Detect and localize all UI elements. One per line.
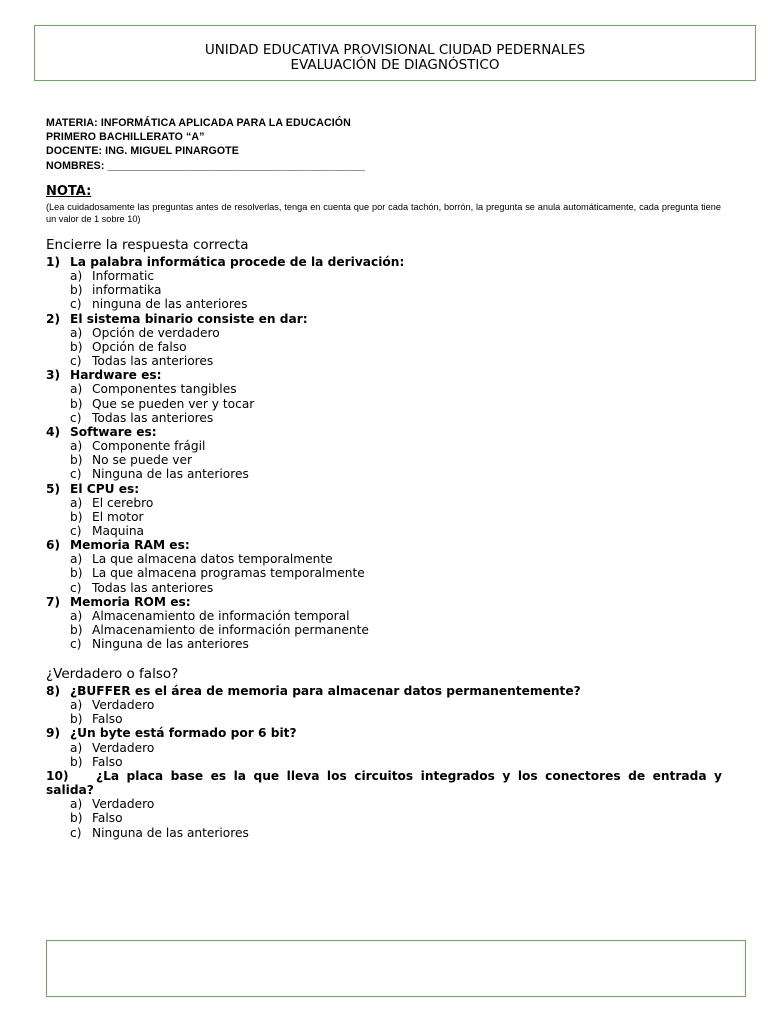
option-letter: a) [70, 495, 83, 510]
answer-option [46, 297, 722, 311]
question-text: ¿BUFFER es el área de memoria para almacenar datos permanentemente? [70, 684, 581, 698]
option-letter: c) [70, 410, 82, 425]
option-text: El motor [92, 509, 144, 524]
option-letter: b) [70, 396, 83, 411]
option-letter: a) [70, 552, 83, 567]
nota-title: NOTA: [46, 184, 92, 199]
answer-option [46, 826, 722, 840]
option-text: Todas las anteriores [92, 354, 214, 369]
question-number: 10) [46, 768, 69, 783]
answer-option [46, 552, 722, 566]
question [46, 482, 722, 496]
option-text: Falso [92, 811, 123, 826]
question [46, 255, 722, 269]
option-text: Opción de verdadero [92, 325, 220, 340]
option-text: informatika [92, 283, 162, 298]
option-text: El cerebro [92, 495, 154, 510]
question [46, 726, 722, 740]
nombres-line: NOMBRES: ___________________________________________ [46, 159, 366, 172]
answer-option [46, 637, 722, 651]
option-letter: a) [70, 797, 83, 812]
question-number: 1) [46, 255, 61, 269]
option-text: Ninguna de las anteriores [92, 825, 249, 840]
answer-option [46, 283, 722, 297]
question-number: 5) [46, 481, 61, 496]
info-block [46, 116, 726, 173]
answer-option [46, 411, 722, 425]
question-text: El sistema binario consiste en dar: [70, 311, 308, 326]
option-letter: b) [70, 339, 83, 354]
option-letter: c) [70, 637, 82, 652]
section2-title: ¿Verdadero o falso? [46, 666, 179, 682]
question-text: El CPU es: [70, 481, 140, 496]
question [46, 595, 722, 609]
section1-title: Encierre la respuesta correcta [46, 237, 249, 253]
option-letter: a) [70, 269, 83, 284]
option-text: Ninguna de las anteriores [92, 637, 249, 652]
option-text: Maquina [92, 523, 145, 538]
option-text: No se puede ver [92, 453, 192, 468]
option-letter: b) [70, 754, 83, 769]
answer-option [46, 397, 722, 411]
option-text: ninguna de las anteriores [92, 297, 248, 312]
answer-option [46, 524, 722, 538]
evaluation-title: EVALUACIÓN DE DIAGNÓSTICO [290, 57, 500, 73]
section2-questions [46, 684, 722, 840]
option-text: La que almacena programas temporalmente [92, 566, 365, 581]
answer-option [46, 496, 722, 510]
question [46, 368, 722, 382]
answer-option [46, 712, 722, 726]
answer-option [46, 741, 722, 755]
option-text: Todas las anteriores [92, 580, 214, 595]
question-text: Memoria ROM es: [70, 594, 191, 609]
option-letter: a) [70, 698, 83, 713]
question-text: Software es: [70, 424, 157, 439]
option-letter: b) [70, 623, 83, 638]
option-letter: c) [70, 825, 82, 840]
option-text: Verdadero [92, 740, 155, 755]
docente-line: DOCENTE: ING. MIGUEL PINARGOTE [46, 145, 239, 158]
option-letter: a) [70, 608, 83, 623]
option-letter: b) [70, 509, 83, 524]
question [46, 425, 722, 439]
question-number: 7) [46, 594, 61, 609]
option-text: La que almacena datos temporalmente [92, 552, 333, 567]
option-text: Informatic [92, 269, 155, 284]
question-text: Memoria RAM es: [70, 538, 190, 553]
question [46, 538, 722, 552]
option-text: Ninguna de las anteriores [92, 467, 249, 482]
option-letter: c) [70, 297, 82, 312]
answer-option [46, 581, 722, 595]
option-text: Almacenamiento de información temporal [92, 608, 350, 623]
answer-option [46, 453, 722, 467]
question-number: 2) [46, 311, 61, 326]
answer-option [46, 510, 722, 524]
option-letter: a) [70, 382, 83, 397]
answer-option [46, 609, 722, 623]
option-letter: a) [70, 740, 83, 755]
answer-option [46, 698, 722, 712]
section1-questions [46, 255, 722, 651]
answer-option [46, 566, 722, 580]
answer-option [46, 623, 722, 637]
option-text: Todas las anteriores [92, 410, 214, 425]
option-text: Falso [92, 754, 123, 769]
option-text: Componentes tangibles [92, 382, 237, 397]
header-box [34, 25, 756, 81]
answer-option [46, 797, 722, 811]
option-letter: c) [70, 354, 82, 369]
option-letter: b) [70, 811, 83, 826]
footer-box [46, 940, 746, 997]
question [46, 684, 722, 698]
option-letter: b) [70, 712, 83, 727]
question-text: ¿La placa base es la que lleva los circuitos integrados y los conectores de entrada y salida? [46, 768, 722, 798]
question-number: 6) [46, 538, 61, 553]
option-text: Opción de falso [92, 339, 187, 354]
answer-option [46, 439, 722, 453]
question [46, 769, 722, 797]
option-letter: c) [70, 523, 82, 538]
option-text: Que se pueden ver y tocar [92, 396, 255, 411]
answer-option [46, 340, 722, 354]
answer-option [46, 811, 722, 825]
question-text: La palabra informática procede de la derivación: [70, 255, 405, 269]
answer-option [46, 269, 722, 283]
option-text: Verdadero [92, 698, 155, 713]
option-letter: b) [70, 566, 83, 581]
question-number: 4) [46, 424, 61, 439]
school-name: UNIDAD EDUCATIVA PROVISIONAL CIUDAD PEDERNALES [204, 42, 586, 58]
question [46, 312, 722, 326]
option-letter: a) [70, 439, 83, 454]
question-number: 8) [46, 684, 61, 698]
curso-line: PRIMERO BACHILLERATO “A” [46, 131, 205, 144]
question-text: Hardware es: [70, 368, 162, 383]
option-text: Verdadero [92, 797, 155, 812]
question-text: ¿Un byte está formado por 6 bit? [70, 726, 297, 741]
option-letter: c) [70, 467, 82, 482]
option-text: Falso [92, 712, 123, 727]
answer-option [46, 382, 722, 396]
materia-line: MATERIA: INFORMÁTICA APLICADA PARA LA EDUCACIÓN [46, 117, 351, 129]
answer-option [46, 326, 722, 340]
answer-option [46, 354, 722, 368]
option-text: Componente frágil [92, 439, 206, 454]
option-text: Almacenamiento de información permanente [92, 623, 369, 638]
answer-option [46, 467, 722, 481]
option-letter: b) [70, 283, 83, 298]
option-letter: a) [70, 325, 83, 340]
option-letter: c) [70, 580, 82, 595]
option-letter: b) [70, 453, 83, 468]
question-number: 3) [46, 368, 61, 383]
question-number: 9) [46, 726, 61, 741]
answer-option [46, 755, 722, 769]
nota-text: (Lea cuidadosamente las preguntas antes de resolverlas, tenga en cuenta que por cada tachón, borrón, la pregunta se anula automáticamente, cada pregunta tiene un valor de 1 sobre 10) [46, 202, 721, 224]
